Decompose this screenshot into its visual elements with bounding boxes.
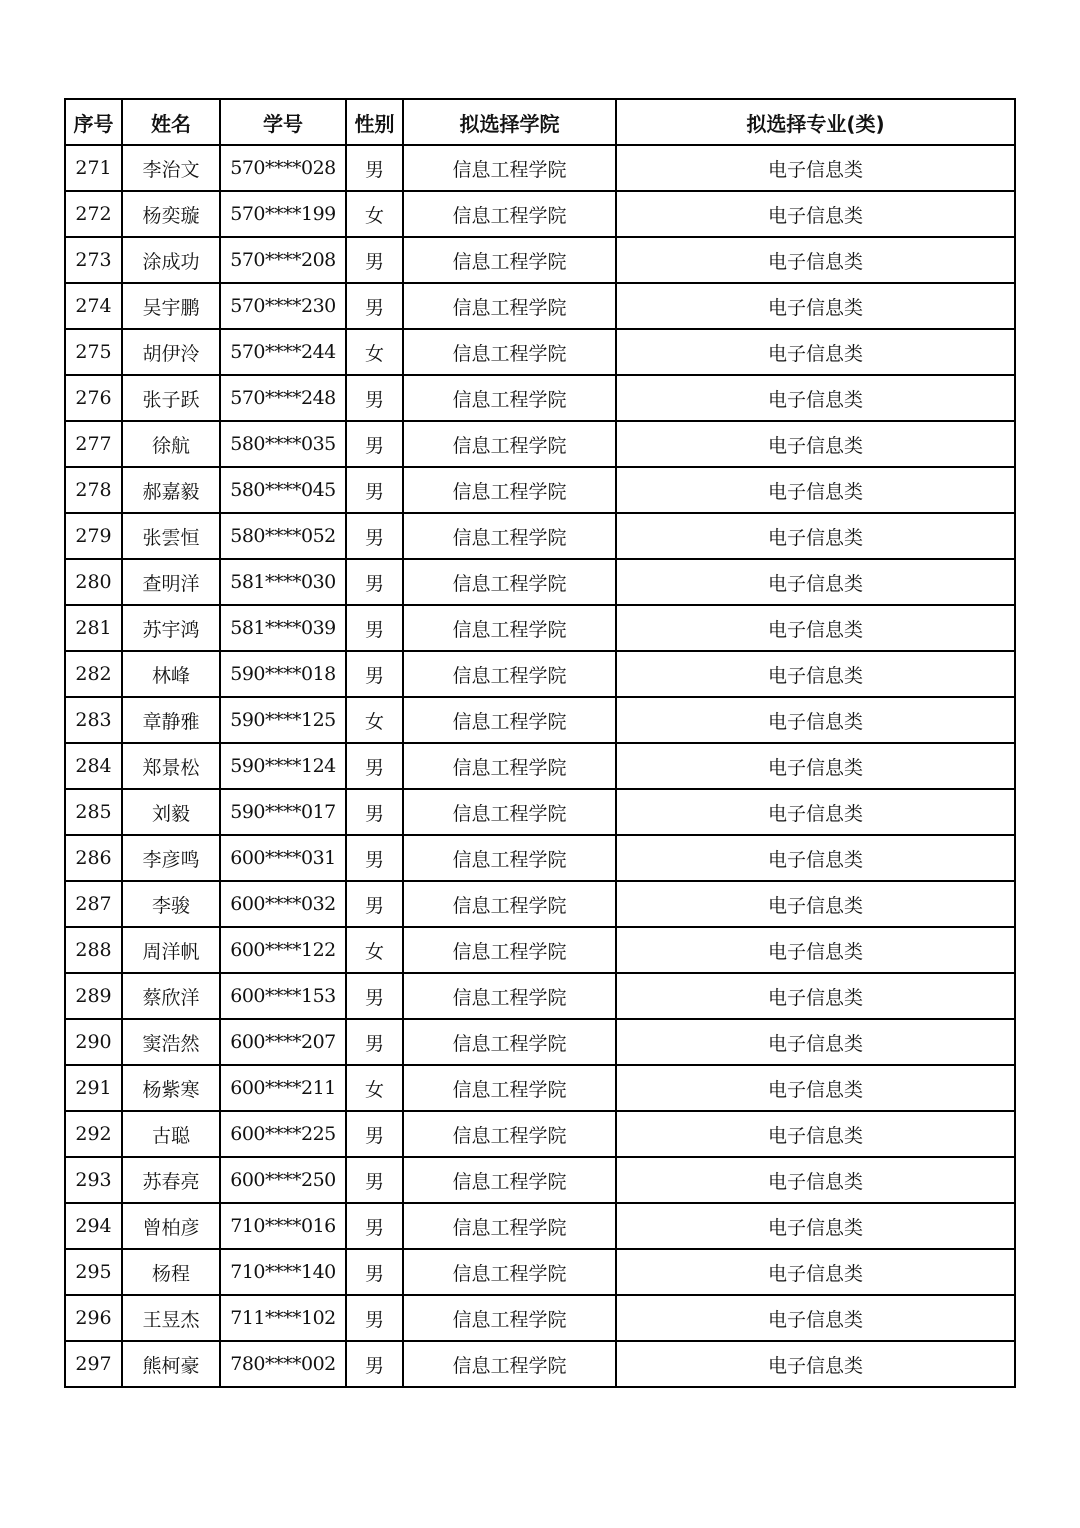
cell-major: 电子信息类 — [616, 973, 1015, 1019]
cell-gender: 女 — [346, 1065, 403, 1111]
cell-college: 信息工程学院 — [403, 283, 616, 329]
cell-serial-number: 284 — [65, 743, 122, 789]
table-row — [65, 191, 1015, 237]
cell-gender: 男 — [346, 513, 403, 559]
cell-name: 吴宇鹏 — [122, 283, 220, 329]
cell-serial-number: 273 — [65, 237, 122, 283]
cell-major: 电子信息类 — [616, 237, 1015, 283]
cell-name: 郝嘉毅 — [122, 467, 220, 513]
cell-student-id: 600****225 — [220, 1111, 346, 1157]
cell-major: 电子信息类 — [616, 835, 1015, 881]
cell-college: 信息工程学院 — [403, 743, 616, 789]
cell-student-id: 581****039 — [220, 605, 346, 651]
cell-serial-number: 271 — [65, 145, 122, 191]
table-row — [65, 1065, 1015, 1111]
cell-gender: 男 — [346, 1111, 403, 1157]
cell-student-id: 570****230 — [220, 283, 346, 329]
cell-student-id: 580****045 — [220, 467, 346, 513]
table-row — [65, 881, 1015, 927]
cell-gender: 男 — [346, 651, 403, 697]
cell-serial-number: 283 — [65, 697, 122, 743]
table-row — [65, 421, 1015, 467]
cell-major: 电子信息类 — [616, 927, 1015, 973]
table-row — [65, 1203, 1015, 1249]
cell-college: 信息工程学院 — [403, 513, 616, 559]
cell-serial-number: 289 — [65, 973, 122, 1019]
header-student-id: 学号 — [220, 99, 346, 145]
cell-student-id: 600****032 — [220, 881, 346, 927]
cell-serial-number: 295 — [65, 1249, 122, 1295]
header-major: 拟选择专业(类) — [616, 99, 1015, 145]
cell-college: 信息工程学院 — [403, 191, 616, 237]
cell-student-id: 711****102 — [220, 1295, 346, 1341]
cell-student-id: 600****153 — [220, 973, 346, 1019]
cell-major: 电子信息类 — [616, 191, 1015, 237]
cell-major: 电子信息类 — [616, 1295, 1015, 1341]
cell-name: 林峰 — [122, 651, 220, 697]
cell-gender: 男 — [346, 375, 403, 421]
cell-serial-number: 290 — [65, 1019, 122, 1065]
cell-serial-number: 277 — [65, 421, 122, 467]
cell-gender: 男 — [346, 237, 403, 283]
cell-name: 李治文 — [122, 145, 220, 191]
cell-serial-number: 278 — [65, 467, 122, 513]
cell-student-id: 570****208 — [220, 237, 346, 283]
cell-college: 信息工程学院 — [403, 789, 616, 835]
table-row — [65, 559, 1015, 605]
cell-name: 熊柯豪 — [122, 1341, 220, 1387]
table-row — [65, 329, 1015, 375]
table-body — [65, 145, 1015, 1387]
cell-college: 信息工程学院 — [403, 1341, 616, 1387]
cell-major: 电子信息类 — [616, 605, 1015, 651]
table-row — [65, 237, 1015, 283]
cell-college: 信息工程学院 — [403, 651, 616, 697]
cell-major: 电子信息类 — [616, 375, 1015, 421]
cell-gender: 男 — [346, 743, 403, 789]
cell-name: 杨程 — [122, 1249, 220, 1295]
cell-name: 古聪 — [122, 1111, 220, 1157]
cell-student-id: 780****002 — [220, 1341, 346, 1387]
cell-name: 杨紫寒 — [122, 1065, 220, 1111]
cell-gender: 男 — [346, 789, 403, 835]
table-row — [65, 697, 1015, 743]
cell-name: 张子跃 — [122, 375, 220, 421]
cell-student-id: 570****028 — [220, 145, 346, 191]
table-row — [65, 973, 1015, 1019]
cell-student-id: 590****017 — [220, 789, 346, 835]
cell-student-id: 570****199 — [220, 191, 346, 237]
cell-serial-number: 286 — [65, 835, 122, 881]
cell-college: 信息工程学院 — [403, 375, 616, 421]
cell-student-id: 710****140 — [220, 1249, 346, 1295]
cell-major: 电子信息类 — [616, 1019, 1015, 1065]
table-row — [65, 1341, 1015, 1387]
cell-gender: 男 — [346, 1203, 403, 1249]
cell-college: 信息工程学院 — [403, 329, 616, 375]
cell-major: 电子信息类 — [616, 1203, 1015, 1249]
cell-major: 电子信息类 — [616, 283, 1015, 329]
cell-major: 电子信息类 — [616, 1111, 1015, 1157]
cell-student-id: 600****250 — [220, 1157, 346, 1203]
cell-serial-number: 282 — [65, 651, 122, 697]
cell-gender: 男 — [346, 559, 403, 605]
cell-major: 电子信息类 — [616, 329, 1015, 375]
cell-serial-number: 274 — [65, 283, 122, 329]
cell-major: 电子信息类 — [616, 1065, 1015, 1111]
cell-student-id: 570****244 — [220, 329, 346, 375]
cell-college: 信息工程学院 — [403, 237, 616, 283]
cell-major: 电子信息类 — [616, 513, 1015, 559]
cell-college: 信息工程学院 — [403, 881, 616, 927]
header-name: 姓名 — [122, 99, 220, 145]
table-row — [65, 789, 1015, 835]
table-row — [65, 1157, 1015, 1203]
cell-student-id: 600****211 — [220, 1065, 346, 1111]
cell-major: 电子信息类 — [616, 467, 1015, 513]
cell-name: 李骏 — [122, 881, 220, 927]
table-row — [65, 927, 1015, 973]
cell-major: 电子信息类 — [616, 881, 1015, 927]
cell-college: 信息工程学院 — [403, 467, 616, 513]
cell-gender: 男 — [346, 145, 403, 191]
cell-name: 窦浩然 — [122, 1019, 220, 1065]
cell-gender: 男 — [346, 1249, 403, 1295]
table-row — [65, 375, 1015, 421]
table-row — [65, 1249, 1015, 1295]
cell-student-id: 580****035 — [220, 421, 346, 467]
cell-gender: 男 — [346, 1341, 403, 1387]
cell-serial-number: 288 — [65, 927, 122, 973]
cell-serial-number: 287 — [65, 881, 122, 927]
table-row — [65, 605, 1015, 651]
table-row — [65, 513, 1015, 559]
cell-major: 电子信息类 — [616, 1341, 1015, 1387]
cell-major: 电子信息类 — [616, 789, 1015, 835]
cell-college: 信息工程学院 — [403, 559, 616, 605]
cell-name: 曾柏彦 — [122, 1203, 220, 1249]
cell-major: 电子信息类 — [616, 1157, 1015, 1203]
cell-name: 张雲恒 — [122, 513, 220, 559]
cell-major: 电子信息类 — [616, 1249, 1015, 1295]
cell-college: 信息工程学院 — [403, 1157, 616, 1203]
cell-gender: 男 — [346, 1295, 403, 1341]
cell-college: 信息工程学院 — [403, 927, 616, 973]
cell-serial-number: 275 — [65, 329, 122, 375]
cell-gender: 男 — [346, 973, 403, 1019]
cell-student-id: 600****122 — [220, 927, 346, 973]
cell-college: 信息工程学院 — [403, 1019, 616, 1065]
table-row — [65, 283, 1015, 329]
cell-student-id: 570****248 — [220, 375, 346, 421]
cell-gender: 男 — [346, 881, 403, 927]
table-row — [65, 1019, 1015, 1065]
cell-name: 查明洋 — [122, 559, 220, 605]
cell-gender: 男 — [346, 283, 403, 329]
cell-name: 刘毅 — [122, 789, 220, 835]
cell-student-id: 581****030 — [220, 559, 346, 605]
cell-student-id: 600****031 — [220, 835, 346, 881]
cell-serial-number: 285 — [65, 789, 122, 835]
cell-student-id: 590****124 — [220, 743, 346, 789]
cell-name: 章静雅 — [122, 697, 220, 743]
cell-serial-number: 281 — [65, 605, 122, 651]
cell-serial-number: 292 — [65, 1111, 122, 1157]
cell-college: 信息工程学院 — [403, 697, 616, 743]
cell-name: 苏春亮 — [122, 1157, 220, 1203]
cell-gender: 男 — [346, 835, 403, 881]
header-gender: 性别 — [346, 99, 403, 145]
cell-name: 周洋帆 — [122, 927, 220, 973]
cell-student-id: 710****016 — [220, 1203, 346, 1249]
cell-serial-number: 279 — [65, 513, 122, 559]
table-row — [65, 1111, 1015, 1157]
cell-name: 郑景松 — [122, 743, 220, 789]
cell-gender: 女 — [346, 927, 403, 973]
cell-college: 信息工程学院 — [403, 1295, 616, 1341]
cell-gender: 男 — [346, 421, 403, 467]
cell-name: 苏宇鸿 — [122, 605, 220, 651]
cell-student-id: 580****052 — [220, 513, 346, 559]
cell-name: 蔡欣洋 — [122, 973, 220, 1019]
cell-major: 电子信息类 — [616, 559, 1015, 605]
cell-college: 信息工程学院 — [403, 1111, 616, 1157]
table-row — [65, 835, 1015, 881]
cell-student-id: 600****207 — [220, 1019, 346, 1065]
cell-name: 胡伊泠 — [122, 329, 220, 375]
cell-serial-number: 280 — [65, 559, 122, 605]
cell-student-id: 590****125 — [220, 697, 346, 743]
cell-gender: 女 — [346, 697, 403, 743]
cell-major: 电子信息类 — [616, 421, 1015, 467]
cell-gender: 男 — [346, 605, 403, 651]
cell-serial-number: 272 — [65, 191, 122, 237]
cell-gender: 女 — [346, 191, 403, 237]
cell-major: 电子信息类 — [616, 145, 1015, 191]
table-row — [65, 467, 1015, 513]
cell-gender: 女 — [346, 329, 403, 375]
cell-name: 涂成功 — [122, 237, 220, 283]
student-list-table — [64, 98, 1016, 1388]
cell-name: 徐航 — [122, 421, 220, 467]
cell-college: 信息工程学院 — [403, 421, 616, 467]
cell-major: 电子信息类 — [616, 651, 1015, 697]
header-row — [65, 99, 1015, 145]
cell-major: 电子信息类 — [616, 743, 1015, 789]
cell-gender: 男 — [346, 467, 403, 513]
cell-major: 电子信息类 — [616, 697, 1015, 743]
header-serial-number: 序号 — [65, 99, 122, 145]
table-header — [65, 99, 1015, 145]
header-college: 拟选择学院 — [403, 99, 616, 145]
cell-serial-number: 297 — [65, 1341, 122, 1387]
cell-college: 信息工程学院 — [403, 1249, 616, 1295]
cell-college: 信息工程学院 — [403, 1065, 616, 1111]
cell-college: 信息工程学院 — [403, 973, 616, 1019]
cell-name: 杨奕璇 — [122, 191, 220, 237]
cell-serial-number: 296 — [65, 1295, 122, 1341]
cell-serial-number: 291 — [65, 1065, 122, 1111]
cell-college: 信息工程学院 — [403, 605, 616, 651]
cell-serial-number: 294 — [65, 1203, 122, 1249]
cell-gender: 男 — [346, 1019, 403, 1065]
cell-college: 信息工程学院 — [403, 145, 616, 191]
cell-name: 李彦鸣 — [122, 835, 220, 881]
cell-student-id: 590****018 — [220, 651, 346, 697]
cell-gender: 男 — [346, 1157, 403, 1203]
table-row — [65, 743, 1015, 789]
cell-serial-number: 276 — [65, 375, 122, 421]
cell-college: 信息工程学院 — [403, 835, 616, 881]
table-row — [65, 145, 1015, 191]
table-row — [65, 651, 1015, 697]
cell-serial-number: 293 — [65, 1157, 122, 1203]
table-row — [65, 1295, 1015, 1341]
cell-college: 信息工程学院 — [403, 1203, 616, 1249]
cell-name: 王昱杰 — [122, 1295, 220, 1341]
